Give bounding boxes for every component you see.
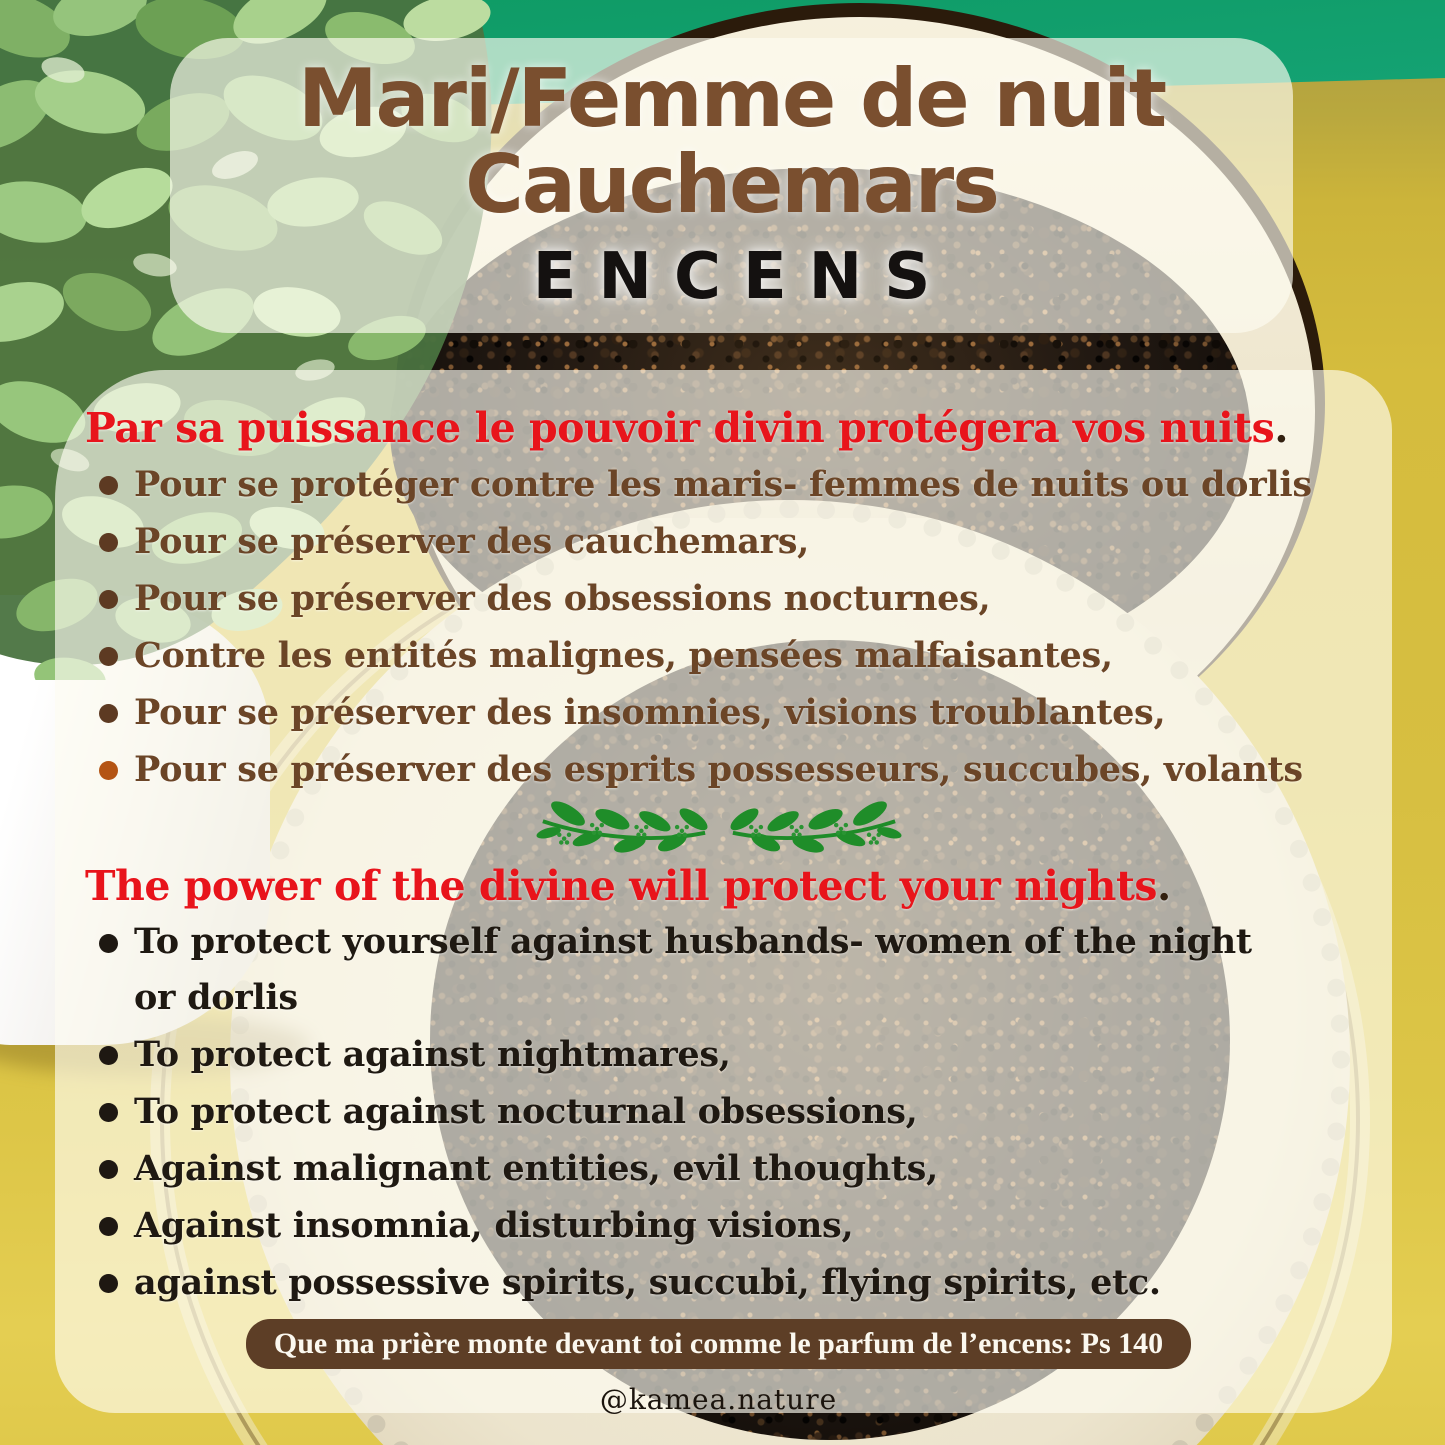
list-item-text: Pour se protéger contre les maris- femmes de nuits ou dorlis xyxy=(134,464,1312,505)
list-item-text: Pour se préserver des insomnies, visions troublantes, xyxy=(134,692,1166,733)
bullet-dot-icon xyxy=(99,590,118,609)
list-item xyxy=(99,1026,1352,1083)
bullet-dot-icon xyxy=(99,1103,118,1122)
french-heading-period: . xyxy=(1274,404,1288,452)
list-item xyxy=(99,684,1352,741)
bullet-dot-icon xyxy=(99,761,118,780)
bullet-dot-icon xyxy=(99,1160,118,1179)
list-item-text: Contre les entités malignes, pensées malfaisantes, xyxy=(134,635,1113,676)
list-item-text: Against insomnia, disturbing visions, xyxy=(134,1205,854,1246)
bullet-dot-icon xyxy=(99,704,118,723)
title-line-1: Mari/Femme de nuit xyxy=(297,52,1166,145)
bullet-dot-icon xyxy=(99,476,118,495)
bullet-dot-icon xyxy=(99,1217,118,1236)
list-item xyxy=(99,914,1289,1026)
english-heading-text: The power of the divine will protect your nights xyxy=(85,862,1157,910)
list-item-text: To protect against nightmares, xyxy=(134,1034,731,1075)
list-item xyxy=(99,1083,1352,1140)
social-handle: @kamea.nature xyxy=(599,1383,838,1416)
french-bullet-list xyxy=(85,456,1352,798)
bullet-dot-icon xyxy=(99,1046,118,1065)
laurel-branch-left-icon xyxy=(535,800,713,856)
content-card xyxy=(55,370,1392,1416)
list-item-text: Pour se préserver des cauchemars, xyxy=(134,521,810,562)
list-item xyxy=(99,570,1352,627)
list-item-text: To protect yourself against husbands- women of the night or dorlis xyxy=(134,921,1252,1018)
bullet-dot-icon xyxy=(99,1274,118,1293)
list-item xyxy=(99,513,1352,570)
list-item-text: against possessive spirits, succubi, flying spirits, etc. xyxy=(134,1262,1161,1303)
list-item xyxy=(99,1140,1352,1197)
english-heading-period: . xyxy=(1156,862,1171,910)
content-card-body xyxy=(55,370,1392,1416)
english-bullet-list xyxy=(85,914,1352,1311)
bullet-dot-icon xyxy=(99,934,118,953)
list-item xyxy=(99,1197,1352,1254)
list-item-text: To protect against nocturnal obsessions, xyxy=(134,1091,918,1132)
list-item-text: Pour se préserver des esprits possesseurs, succubes, volants xyxy=(134,749,1303,790)
english-heading xyxy=(85,858,1352,914)
list-item xyxy=(99,456,1352,513)
list-item xyxy=(99,741,1352,798)
laurel-branch-right-icon xyxy=(725,800,903,856)
title-subtitle-encens: ENCENS xyxy=(532,240,953,314)
title-line-2: Cauchemars xyxy=(465,138,998,231)
french-heading-text: Par sa puissance le pouvoir divin protégera vos nuits xyxy=(85,404,1275,452)
list-item-text: Pour se préserver des obsessions nocturnes, xyxy=(134,578,991,619)
scripture-verse-badge: Que ma prière monte devant toi comme le parfum de l’encens: Ps 140 xyxy=(246,1319,1191,1369)
bullet-dot-icon xyxy=(99,647,118,666)
list-item xyxy=(99,627,1352,684)
laurel-divider xyxy=(85,798,1352,858)
list-item xyxy=(99,1254,1352,1311)
french-heading xyxy=(85,400,1352,456)
bullet-dot-icon xyxy=(99,533,118,552)
title-card xyxy=(170,38,1293,333)
list-item-text: Against malignant entities, evil thoughts, xyxy=(134,1148,938,1189)
